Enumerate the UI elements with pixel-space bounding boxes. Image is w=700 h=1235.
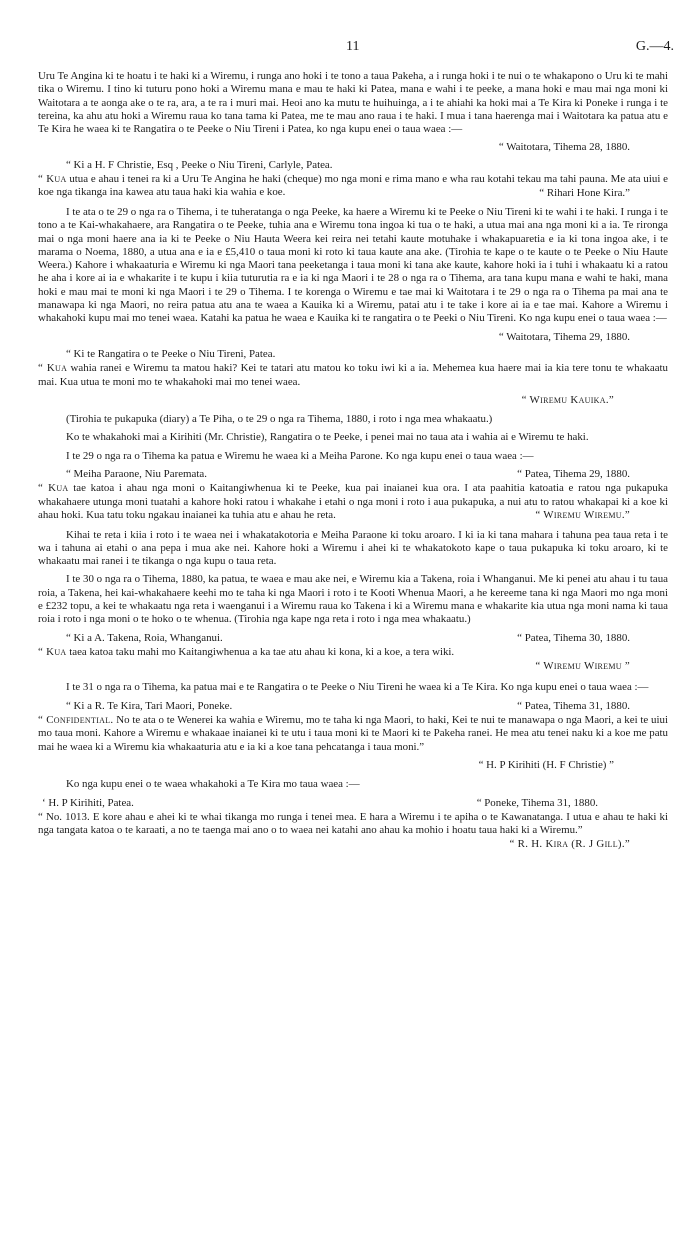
telegram-2 <box>38 362 668 389</box>
dateline-4: “ Patea, Tihema 30, 1880. <box>517 631 630 644</box>
page-number: 11 <box>346 39 360 54</box>
telegram-3-body: tae katoa i ahau nga moni o Kaitangiwhenua ki te Peeke, kua pai inaianei kua ora. I ata paahitia katoatia e ratou nga pukapuka whakahaere utunga moni tuatahi a kahore hoki ratou i whakahe i etahi o nga moni i roto i aua pukapuka, a nui atu to ratou whakapai ki a koe ki ahau hoki. Kua tatu toku ngakau inaianei ka tuhia atu e ahau he reta. <box>38 482 668 521</box>
telegram-5-body: No te ata o te Wenerei ka wahia e Wiremu, mo te taha ki nga Maori, to haki, Kei te nui te manawapa o nga Maori, a kei te uiui mo taua moni. Kahore a Wiremu e whakaae inaianei ki te utu i taua moni ki te Maori ki te Pakeha ranei. He mea atu tenei naku ki a koe me patu mai he waea ki a Wiremu kia whakaaturia atu e ia ki a koe tana pehcatanga i taua moni.” <box>38 714 668 753</box>
dateline-1: “ Waitotara, Tihema 28, 1880. <box>498 141 630 154</box>
paragraph-9: Ko nga kupu enei o te waea whakahoki a Te Kira mo taua waea :— <box>66 778 360 791</box>
dateline-6: “ Poneke, Tihema 31, 1880. <box>476 796 598 809</box>
paragraph-5: I te 29 o nga ra o Tihema ka patua e Wiremu he waea ki a Meiha Parone. Ko nga kupu enei o taua waea :— <box>66 449 534 462</box>
header-row-6 <box>38 797 668 810</box>
address-4: “ Ki a A. Takena, Roia, Whanganui. <box>66 631 223 644</box>
paragraph-4: Ko te whakahoki mai a Kirihiti (Mr. Christie), Rangatira o te Peeke, i penei mai no taua ata i wahia ai e Wiremu te haki. <box>66 431 589 444</box>
header-row-5 <box>38 700 668 713</box>
telegram-1-open: “ Kua <box>38 173 67 186</box>
dateline-2: “ Waitotara, Tihema 29, 1880. <box>498 330 630 343</box>
signature-2: “ Wiremu Kauika.” <box>521 393 614 406</box>
dateline-5: “ Patea, Tihema 31, 1880. <box>517 699 630 712</box>
telegram-3-open: “ Kua <box>38 482 69 495</box>
dateline-3: “ Patea, Tihema 29, 1880. <box>517 468 630 481</box>
address-3: “ Meiha Paraone, Niu Paremata. <box>66 468 207 481</box>
paragraph-8: I te 31 o nga ra o Tihema, ka patua mai e te Rangatira o te Peeke o Niu Tireni he waea ki a Te Kira. Ko nga kupu enei o taua waea :— <box>66 681 649 694</box>
paragraph-2: I te ata o te 29 o nga ra o Tihema, i te tuheratanga o nga Peeke, ka haere a Wiremu ki te Peeke o Niu Tireni ki te wahi i te haki. I runga i te tono a te Kai-whakahaere, ara Rangatira o te Peeke, tuhia ana e Wiremu tona ingoa ki tua o te haki, a utua mai ana nga moni ki a ia. Te rironga mai o nga moni haere ana ia ki te Peeke o Niu Hauta Weera kei reira nei tetahi kaute motuhake i whakapuaretia e ia ki tona ingoa ake, i te marama o Noema, 1880, a utua ana e ia e £5,410 o taua moni ki roto ki taua kaute ana ake. (Tirohia te kape o te kaute o te Peeke o Niu Haute Weera.) Kahore i whakaaturia e Wiremu ki nga Maori tana peeketanga i taua moni ki tana ake kaute, kahore hoki ia i tuhi i whakaatu ki a ratou he aha i kore ai ia e whakarite i te kupu i kiia tuturutia ra e ia ki nga Maori i te 28 o nga ra o Tihema, ara tana kupu mana e wahi te haki, mana hoki e mau mai te moni ki nga Maori i te 29 o Tihema. I te korenga o Wiremu e tae mai ki Waitotara i te 29 o nga ra o Tihema pa mai ana te manawapa ki nga Maori, no reira patua atu ana te waea a Kauika ki a Wiremu, patai atu i te take i kore ai ia e tae mai. Kahore a Wiremu i whakahoki kupu mai mo tenei waea. Katahi ka patua he waea e Kauika ki te rangatira o te Peeki o Niu Tireni. Ko nga kupu enei o taua waea :— <box>38 205 668 325</box>
telegram-6: “ No. 1013. E kore ahau e ahei ki te whai tikanga mo runga i tenei mea. E hara a Wiremu i te apiha o te Kawanatanga. I utua e ahau te haki ki nga tangata katoa o te karaati, a no te taenga mai ano o to waea nei katahi ano ahau ka mohio i hoatu taua haki ki a Wiremu.” <box>38 810 668 837</box>
header-row-4 <box>38 632 668 645</box>
telegram-1-body: utua e ahau i tenei ra ki a Uru Te Angina he haki (cheque) mo nga moni e rima mano e wha rau kotahi tekau ma tahi pauna. Me ata uiui e koe nga tikanga ina kawea atu taua haki kia wahia e koe. <box>38 173 668 199</box>
telegram-2-open: “ Kua <box>38 362 68 375</box>
header-row-3 <box>38 468 668 481</box>
telegram-4-body: taea katoa taku mahi mo Kaitangiwhenua a ka tae atu ahau ki kona, ki a koe, a tera wiki. <box>66 645 455 658</box>
address-6: ‘ H. P Kirihiti, Patea. <box>42 796 134 809</box>
paragraph-3: (Tirohia te pukapuka (diary) a Te Piha, o te 29 o nga ra Tihema, 1880, i roto i nga mea whakaatu.) <box>66 413 493 426</box>
paragraph-7: I te 30 o nga ra o Tihema, 1880, ka patua, te waea e mau ake nei, e Wiremu kia a Takena, roia i Whanganui. Me ki penei atu ahau i tu taua roia, a Takena, hei kai-whakahaere keehi mo te taha ki nga Maori i roto i te Kooti Whenua Maori, a he kereeme tana ki nga Maori mo nga moni e £232 topu, a kei te whakaatu nga reta i waenganui i a Wiremu raua ko Takena i ki a Wiremu mana e whakarite kia utua nga moni nama ki taua roia i roto i nga moni o te hoko o te whenua. (Tirohia nga kape nga reta i roto i nga mea whakaatu.) <box>38 573 668 626</box>
paragraph-1: Uru Te Angina ki te hoatu i te haki ki a Wiremu, i runga ano hoki i te tono a taua Pakeha, a i runga hoki i te nui o te whakapono o Uru ki te mahi tika o Wiremu. I tino ki tuturu pono hoki a Wiremu mana e mau te haki ki Patea, mana e wahi i te peeke, a mana hoki e mau mai nga moni ki Waitotara a te aonga ake o te ra, ara, a te ra i muri mai. Heoi ano ka mutu te huihuinga, a i te ahiahi ka hoki mai a Te Kira ki Poneke i runga i te tereina, ka ahu atu hoki a Wiremu raua ko tana tama ki Patea, me te mau ano raua i te haki. I mua i tana haerenga mai i Waitotara ka patua atu e Te Kira he waea ki te Rangatira o te Peeke o Niu Tireni i Patea, ko nga kupu enei o taua waea :— <box>38 70 668 136</box>
signature-5: “ H. P Kirihiti (H. F Christie) ” <box>478 758 614 771</box>
signature-1: “ Rihari Hone Kira.” <box>539 186 630 199</box>
address-5: “ Ki a R. Te Kira, Tari Maori, Poneke. <box>66 699 233 712</box>
signature-6: “ R. H. Kira (R. J Gill).” <box>509 838 630 851</box>
paragraph-6: Kihai te reta i kiia i roto i te waea nei i whakatakotoria e Meiha Paraone ki toku aroaro. I ki ia ki tana mahara i tahuna pea taua reta i te wa i tahuna ai etahi o ana pepa i mua ake nei. Kahore hoki a Wiremu i ahei ki te whakatokoto kape o taua pukapuka ki toku aroaro, ki te whakaatu mai ranei i te tikanga o nga kupu o taua reta. <box>38 528 668 568</box>
telegram-5-open: “ Confidential. <box>38 714 114 727</box>
document-reference: G.—4. <box>635 39 674 54</box>
address-1: “ Ki a H. F Christie, Esq , Peeke o Niu Tireni, Carlyle, Patea. <box>66 158 333 171</box>
telegram-4 <box>38 646 668 659</box>
telegram-2-body: wahia ranei e Wiremu ta matou haki? Kei te tatari atu matou ko toku iwi ki a ia. Mehemea kua haere mai ia kia tere tonu te whakaatu mai. Kua utua te moni mo te whakahoki mai mo tenei waea. <box>38 362 668 388</box>
telegram-5 <box>38 714 668 754</box>
signature-4: “ Wiremu Wiremu ” <box>535 660 630 673</box>
signature-3: “ Wiremu Wiremu.” <box>535 509 630 522</box>
telegram-4-open: “ Kua <box>38 645 67 658</box>
address-2: “ Ki te Rangatira o te Peeke o Niu Tireni, Patea. <box>66 347 276 360</box>
